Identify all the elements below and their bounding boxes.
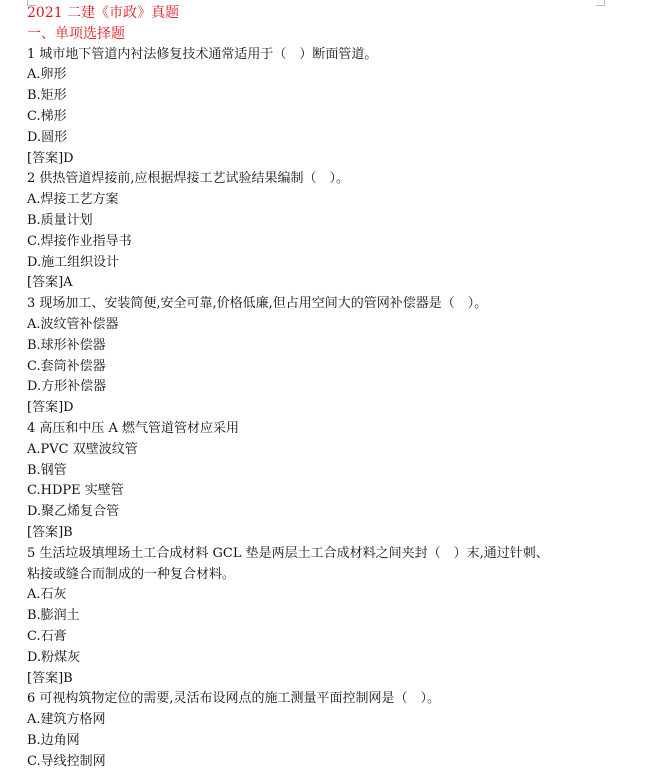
- option-a: A.石灰: [27, 587, 67, 603]
- option-b: B.球形补偿器: [27, 337, 106, 353]
- option-d: D.方形补偿器: [27, 379, 107, 395]
- option-c: C.石膏: [27, 628, 67, 644]
- option-a: A.建筑方格网: [27, 712, 106, 728]
- answer-line: [答案]B: [27, 670, 73, 686]
- option-b: B.边角网: [27, 732, 80, 748]
- option-b: B.质量计划: [27, 212, 93, 228]
- option-c: C.焊接作业指导书: [27, 233, 132, 249]
- option-a: A.PVC 双壁波纹管: [27, 441, 138, 457]
- question-stem: 2 供热管道焊接前,应根据焊接工艺试验结果编制（ ）。: [27, 171, 350, 187]
- option-c: C.套筒补偿器: [27, 358, 106, 374]
- option-d: D.施工组织设计: [27, 254, 120, 270]
- answer-line: [答案]D: [27, 150, 74, 166]
- option-a: A.波纹管补偿器: [27, 316, 119, 332]
- answer-line: [答案]A: [27, 275, 73, 291]
- option-b: B.矩形: [27, 88, 67, 104]
- question-stem: 3 现场加工、安装简便,安全可靠,价格低廉,但占用空间大的管网补偿器是（ ）。: [27, 296, 488, 312]
- question-stem-continuation: 粘接或缝合而制成的一种复合材料。: [27, 566, 236, 582]
- question-stem: 6 可视构筑物定位的需要,灵活布设网点的施工测量平面控制网是（ ）。: [27, 691, 441, 707]
- option-d: D.圆形: [27, 129, 68, 145]
- question-stem: 1 城市地下管道内衬法修复技术通常适用于（ ）断面管道。: [27, 46, 378, 62]
- answer-line: [答案]D: [27, 400, 74, 416]
- option-c: C.梯形: [27, 108, 67, 124]
- option-b: B.膨润土: [27, 608, 80, 624]
- question-stem: 4 高压和中压 A 燃气管道管材应采用: [27, 420, 240, 436]
- section-heading: 一、单项选择题: [27, 25, 125, 42]
- answer-line: [答案]B: [27, 524, 73, 540]
- option-c: C.导线控制网: [27, 753, 106, 769]
- option-a: A.焊接工艺方案: [27, 192, 119, 208]
- option-d: D.粉煤灰: [27, 649, 81, 665]
- option-d: D.聚乙烯复合管: [27, 504, 120, 520]
- document-title: 2021 二建《市政》真题: [27, 5, 180, 21]
- document-body: [27, 3, 617, 772]
- option-a: A.卵形: [27, 67, 67, 83]
- question-stem: 5 生活垃圾填埋场土工合成材料 GCL 垫是两层土工合成材料之间夹封（ ）末,通过针刺、: [27, 545, 549, 561]
- option-b: B.钢管: [27, 462, 67, 478]
- option-c: C.HDPE 实壁管: [27, 483, 124, 499]
